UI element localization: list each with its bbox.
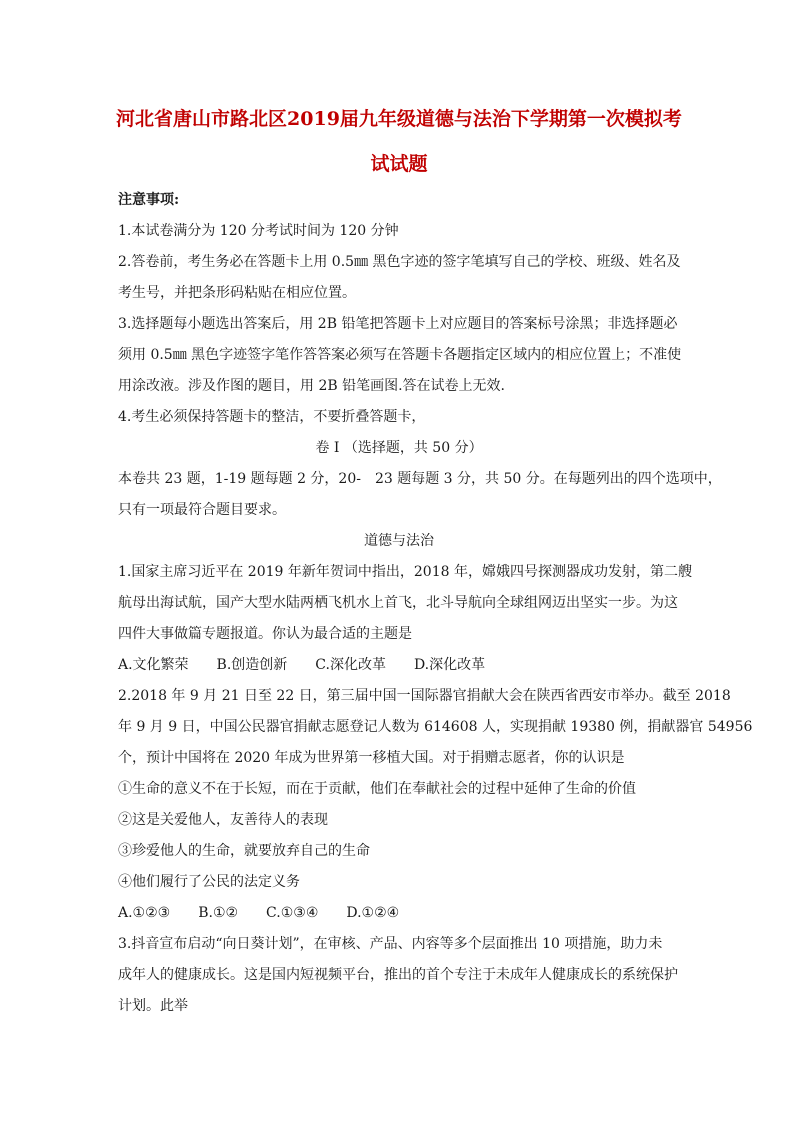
notes-heading: 注意事项: [118,192,180,208]
question-2-statement: ②这是关爱他人，友善待人的表现 [118,812,328,828]
question-2-line: 个，预计中国将在 2020 年成为世界第一移植大国。对于捐赠志愿者，你的认识是 [118,750,625,766]
question-1-line: 航母出海试航，国产大型水陆两栖飞机水上首飞，北斗导航向全球组网迈出坚实一步。为这 [118,595,678,611]
question-3-line: 3.抖音宣布启动“向日葵计划”，在审核、产品、内容等多个层面推出 10 项措施，助力未 [118,936,663,952]
question-2-line: 年 9 月 9 日，中国公民器官捐献志愿登记人数为 614608 人，实现捐献 19380 例，捐献器官 54956 [118,719,753,735]
note-line: 用涂改液。涉及作图的题目，用 2B 铅笔画图.答在试卷上无效. [118,378,505,394]
section-intro-line: 本卷共 23 题，1-19 题每题 2 分，20- 23 题每题 3 分，共 50 分。在每题列出的四个选项中， [118,471,722,487]
title-line-2: 试试题 [370,153,428,175]
question-3-line: 计划。此举 [118,998,188,1014]
question-1-options: A.文化繁荣 B.创造创新 C.深化改革 D.深化改革 [118,657,486,673]
note-line: 须用 0.5㎜ 黑色字迹签字笔作答答案必须写在答题卡各题指定区域内的相应位置上；不准使 [118,347,682,363]
question-2-statement: ④他们履行了公民的法定义务 [118,874,300,890]
section-title: 卷 I （选择题，共 50 分） [315,440,483,456]
note-line: 2.答卷前，考生务必在答题卡上用 0.5㎜ 黑色字迹的签字笔填写自己的学校、班级、姓名及 [118,254,681,270]
question-2-line: 2.2018 年 9 月 21 日至 22 日，第三届中国一国际器官捐献大会在陕西省西安市举办。截至 2018 [118,688,731,704]
section-intro-line: 只有一项最符合题目要求。 [118,502,286,518]
question-1-line: 四件大事做篇专题报道。你认为最合适的主题是 [118,626,412,642]
question-1-line: 1.国家主席习近平在 2019 年新年贺词中指出，2018 年，嫦娥四号探测器成功发射，第二艘 [118,564,692,580]
note-line: 3.选择题每小题选出答案后，用 2B 铅笔把答题卡上对应题目的答案标号涂黑；非选择题必 [118,316,678,332]
note-line: 1.本试卷满分为 120 分考试时间为 120 分钟 [118,223,399,239]
question-2-statement: ③珍爱他人的生命，就要放弃自己的生命 [118,843,370,859]
title-line-1: 河北省唐山市路北区2019届九年级道德与法治下学期第一次模拟考 [116,108,682,130]
question-3-line: 成年人的健康成长。这是国内短视频平台，推出的首个专注于未成年人健康成长的系统保护 [118,967,678,983]
note-line: 考生号，并把条形码粘贴在相应位置。 [118,285,356,301]
question-2-options: A.①②③ B.①② C.①③④ D.①②④ [118,905,400,921]
question-2-statement: ①生命的意义不在于长短，而在于贡献，他们在奉献社会的过程中延伸了生命的价值 [118,781,636,797]
note-line: 4.考生必须保持答题卡的整洁，不要折叠答题卡， [118,409,426,425]
subject-heading: 道德与法治 [364,533,434,549]
